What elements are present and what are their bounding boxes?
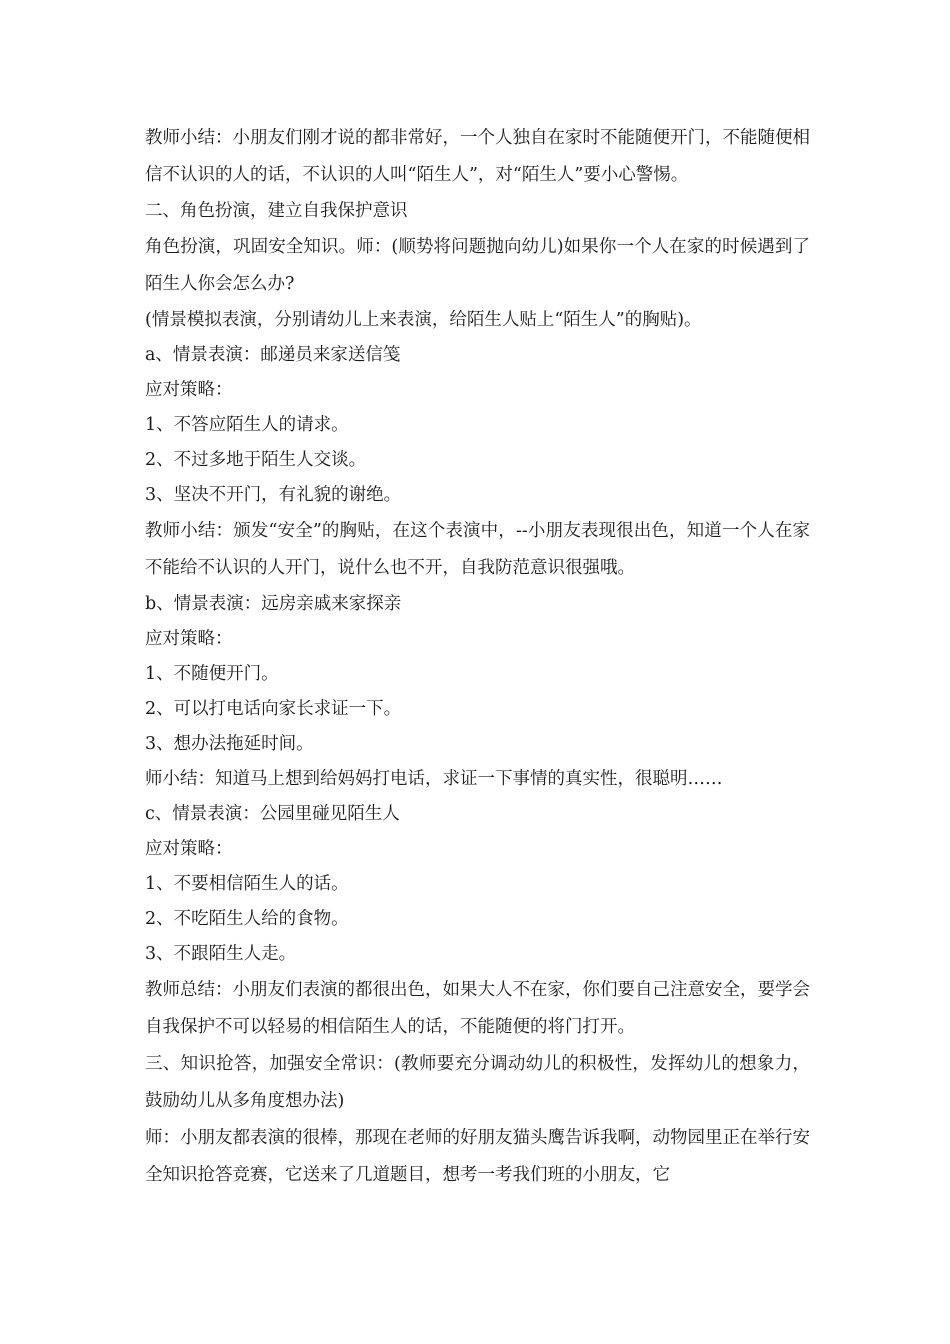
paragraph-teacher-summary-a: 教师小结：颁发“安全”的胸贴，在这个表演中，--小朋友表现很出色，知道一个人在家不能给不认识的人开门，说什么也不开，自我防范意识很强哦。 [145, 521, 810, 578]
paragraph-teacher-summary-1: 教师小结：小朋友们刚才说的都非常好，一个人独自在家时不能随便开门，不能随便相信不认识的人的话，不认识的人叫“陌生人”，对“陌生人”要小心警惕。 [145, 128, 810, 185]
paragraph-teacher-conclusion: 教师总结：小朋友们表演的都很出色，如果大人不在家，你们要自己注意安全，要学会自我保护不可以轻易的相信陌生人的话，不能随便的将门打开。 [145, 980, 810, 1037]
list-item-c-1: 1、不要相信陌生人的话。 [145, 874, 349, 894]
list-item-b-2: 2、可以打电话向家长求证一下。 [145, 699, 402, 719]
paragraph-quiz-intro: 师：小朋友都表演的很棒，那现在老师的好朋友猫头鹰告诉我啊，动物园里正在举行安全知识抢答竞赛，它送来了几道题目，想考一考我们班的小朋友，它 [145, 1128, 810, 1185]
section-heading-quiz: 三、知识抢答，加强安全常识：(教师要充分调动幼儿的积极性，发挥幼儿的想象力，鼓励幼儿从多角度想办法) [145, 1054, 810, 1111]
list-item-c-3: 3、不跟陌生人走。 [145, 944, 297, 964]
list-item-c-2: 2、不吃陌生人给的食物。 [145, 909, 349, 929]
list-item-a-3: 3、坚决不开门，有礼貌的谢绝。 [145, 485, 402, 505]
strategy-label-b: 应对策略： [145, 629, 233, 649]
document-body [145, 120, 810, 1194]
paragraph-scenario-note: (情景模拟表演，分别请幼儿上来表演，给陌生人贴上“陌生人”的胸贴)。 [145, 310, 702, 330]
strategy-label-c: 应对策略： [145, 839, 233, 859]
scenario-b-heading: b、情景表演：远房亲戚来家探亲 [145, 594, 402, 614]
scenario-a-heading: a、情景表演：邮递员来家送信笺 [145, 345, 401, 365]
strategy-label-a: 应对策略： [145, 380, 233, 400]
list-item-a-2: 2、不过多地于陌生人交谈。 [145, 450, 367, 470]
paragraph-teacher-summary-b: 师小结：知道马上想到给妈妈打电话，求证一下事情的真实性，很聪明…… [145, 769, 723, 789]
list-item-b-1: 1、不随便开门。 [145, 664, 279, 684]
scenario-c-heading: c、情景表演：公园里碰见陌生人 [145, 804, 400, 824]
paragraph-role-play-intro: 角色扮演，巩固安全知识。师：(顺势将问题抛向幼儿)如果你一个人在家的时候遇到了陌生人你会怎么办? [145, 237, 810, 294]
list-item-a-1: 1、不答应陌生人的请求。 [145, 415, 349, 435]
list-item-b-3: 3、想办法拖延时间。 [145, 734, 314, 754]
section-heading-role-play: 二、角色扮演，建立自我保护意识 [145, 201, 408, 221]
